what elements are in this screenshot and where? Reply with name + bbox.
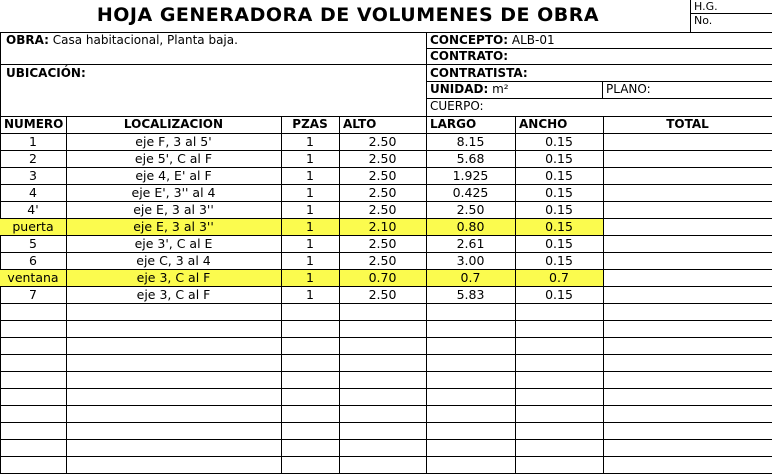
- cell-total[interactable]: [603, 269, 772, 286]
- no-label: No.: [694, 14, 713, 27]
- empty-row[interactable]: [0, 388, 772, 405]
- cell-localizacion[interactable]: eje E, 3 al 3'': [133, 202, 214, 217]
- empty-row[interactable]: [0, 371, 772, 388]
- empty-row[interactable]: [0, 320, 772, 337]
- cell-localizacion[interactable]: eje 3', C al E: [134, 236, 213, 251]
- cell-total[interactable]: [603, 167, 772, 184]
- cell-total[interactable]: [603, 286, 772, 303]
- cell-numero[interactable]: ventana: [7, 270, 59, 285]
- cell-total[interactable]: [603, 133, 772, 150]
- cell-numero[interactable]: 1: [29, 134, 37, 149]
- cell-largo[interactable]: 5.68: [456, 151, 485, 166]
- column-header-alto[interactable]: ALTO: [343, 117, 377, 131]
- cell-alto[interactable]: 2.50: [368, 253, 397, 268]
- cell-largo[interactable]: 0.80: [456, 219, 485, 234]
- cell-numero[interactable]: 2: [29, 151, 37, 166]
- cell-numero[interactable]: 6: [29, 253, 37, 268]
- cell-pzas[interactable]: 1: [306, 287, 314, 302]
- cell-localizacion[interactable]: eje F, 3 al 5': [135, 134, 212, 149]
- plano-label[interactable]: PLANO:: [606, 82, 651, 96]
- cell-total[interactable]: [603, 150, 772, 167]
- cell-pzas[interactable]: 1: [306, 168, 314, 183]
- column-header-localizacion[interactable]: LOCALIZACION: [123, 117, 224, 131]
- cell-localizacion[interactable]: eje 5', C al F: [134, 151, 213, 166]
- cell-ancho[interactable]: 0.15: [545, 202, 573, 217]
- column-header-pzas[interactable]: PZAS: [292, 117, 328, 131]
- contrato-label[interactable]: CONTRATO:: [430, 49, 509, 63]
- cell-largo[interactable]: 5.83: [456, 287, 485, 302]
- cell-largo[interactable]: 3.00: [456, 253, 485, 268]
- cell-pzas[interactable]: 1: [306, 185, 314, 200]
- ubicacion-label[interactable]: UBICACIÓN:: [6, 66, 86, 80]
- cell-ancho[interactable]: 0.15: [545, 151, 573, 166]
- cell-numero[interactable]: 3: [29, 168, 37, 183]
- cell-ancho[interactable]: 0.15: [545, 253, 573, 268]
- cuerpo-label[interactable]: CUERPO:: [430, 99, 484, 113]
- empty-row[interactable]: [0, 439, 772, 456]
- column-header-numero[interactable]: NUMERO: [4, 117, 64, 131]
- cell-pzas[interactable]: 1: [306, 270, 314, 285]
- cell-localizacion[interactable]: eje C, 3 al 4: [136, 253, 211, 268]
- empty-row[interactable]: [0, 422, 772, 439]
- contratista-label[interactable]: CONTRATISTA:: [430, 66, 528, 80]
- concepto-value: ALB-01: [511, 33, 555, 47]
- empty-row[interactable]: [0, 337, 772, 354]
- cell-alto[interactable]: 0.70: [368, 270, 397, 285]
- obra-label: OBRA:: [6, 33, 49, 47]
- empty-row[interactable]: [0, 456, 772, 473]
- empty-row[interactable]: [0, 354, 772, 371]
- cell-alto[interactable]: 2.50: [368, 134, 397, 149]
- cell-total[interactable]: [603, 252, 772, 269]
- cell-numero[interactable]: 4: [29, 185, 37, 200]
- cell-largo[interactable]: 2.61: [456, 236, 485, 251]
- cell-pzas[interactable]: 1: [306, 236, 314, 251]
- cell-ancho[interactable]: 0.15: [545, 219, 573, 234]
- cell-pzas[interactable]: 1: [306, 134, 314, 149]
- hg-label: H.G.: [694, 0, 718, 13]
- cell-alto[interactable]: 2.50: [368, 287, 397, 302]
- unidad-field[interactable]: [430, 82, 509, 96]
- column-header-largo[interactable]: LARGO: [430, 117, 477, 131]
- unidad-label: UNIDAD:: [430, 82, 489, 96]
- cell-largo[interactable]: 0.425: [452, 185, 489, 200]
- cell-pzas[interactable]: 1: [306, 253, 314, 268]
- cell-largo[interactable]: 1.925: [452, 168, 489, 183]
- cell-localizacion[interactable]: eje 3, C al F: [136, 287, 211, 302]
- cell-numero[interactable]: 5: [29, 236, 37, 251]
- cell-localizacion[interactable]: eje E, 3 al 3'': [133, 219, 214, 234]
- obra-field[interactable]: [6, 33, 238, 47]
- cell-alto[interactable]: 2.50: [368, 168, 397, 183]
- empty-row[interactable]: [0, 303, 772, 320]
- concepto-label: CONCEPTO:: [430, 33, 509, 47]
- cell-numero[interactable]: puerta: [12, 219, 54, 234]
- cell-ancho[interactable]: 0.15: [545, 236, 573, 251]
- cell-alto[interactable]: 2.50: [368, 185, 397, 200]
- cell-alto[interactable]: 2.50: [368, 151, 397, 166]
- obra-value: Casa habitacional, Planta baja.: [52, 33, 238, 47]
- cell-total[interactable]: [603, 184, 772, 201]
- cell-numero[interactable]: 4': [27, 202, 39, 217]
- cell-ancho[interactable]: 0.15: [545, 168, 573, 183]
- cell-total[interactable]: [603, 218, 772, 235]
- cell-alto[interactable]: 2.50: [368, 202, 397, 217]
- empty-row[interactable]: [0, 405, 772, 422]
- cell-localizacion[interactable]: eje 3, C al F: [136, 270, 211, 285]
- cell-largo[interactable]: 2.50: [456, 202, 485, 217]
- cell-localizacion[interactable]: eje 4, E' al F: [135, 168, 212, 183]
- cell-ancho[interactable]: 0.15: [545, 134, 573, 149]
- cell-ancho[interactable]: 0.15: [545, 287, 573, 302]
- cell-largo[interactable]: 0.7: [460, 270, 481, 285]
- cell-total[interactable]: [603, 201, 772, 218]
- cell-largo[interactable]: 8.15: [456, 134, 485, 149]
- cell-ancho[interactable]: 0.7: [549, 270, 569, 285]
- cell-numero[interactable]: 7: [29, 287, 37, 302]
- cell-ancho[interactable]: 0.15: [545, 185, 573, 200]
- cell-alto[interactable]: 2.10: [368, 219, 397, 234]
- unidad-value: m²: [492, 82, 509, 96]
- cell-alto[interactable]: 2.50: [368, 236, 397, 251]
- sheet-title: HOJA GENERADORA DE VOLUMENES DE OBRA: [96, 4, 600, 26]
- column-header-total[interactable]: TOTAL: [666, 117, 709, 131]
- column-header-ancho[interactable]: ANCHO: [519, 117, 568, 131]
- cell-pzas[interactable]: 1: [306, 202, 314, 217]
- cell-total[interactable]: [603, 235, 772, 252]
- cell-localizacion[interactable]: eje E', 3'' al 4: [131, 185, 216, 200]
- concepto-field[interactable]: [430, 33, 555, 47]
- cell-pzas[interactable]: 1: [306, 151, 314, 166]
- cell-pzas[interactable]: 1: [306, 219, 314, 234]
